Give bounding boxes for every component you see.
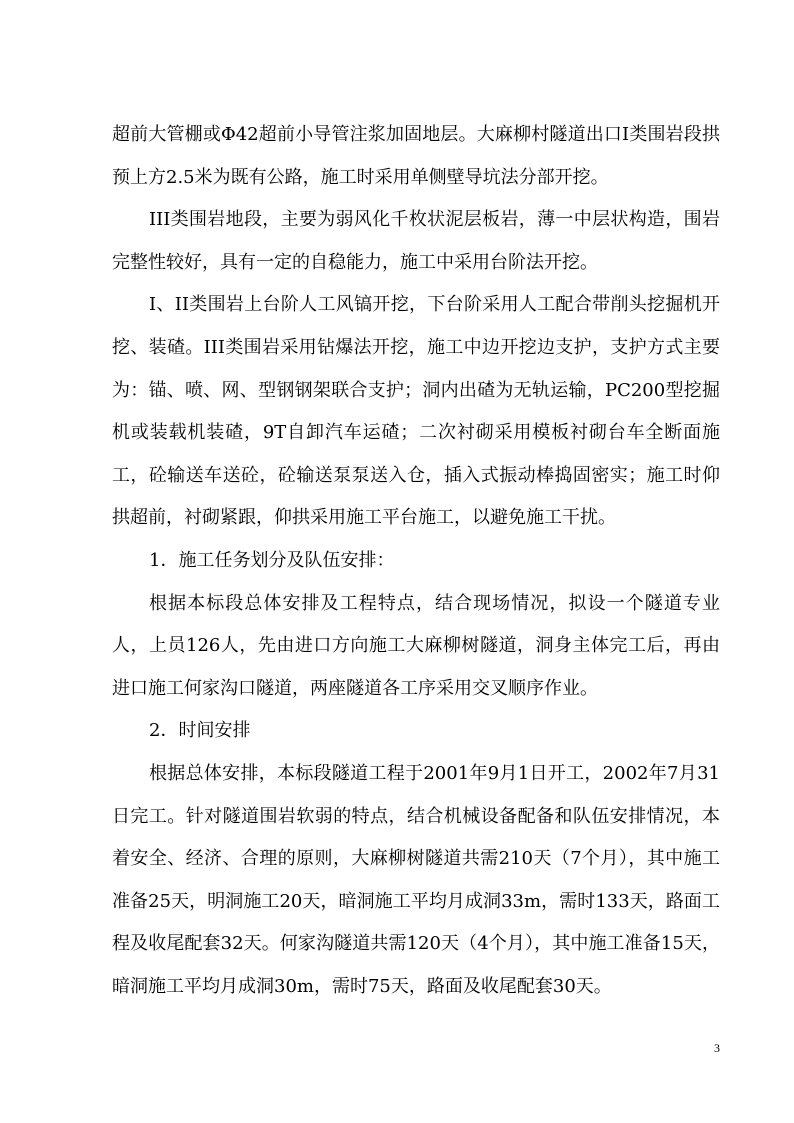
- paragraph-1: 超前大管棚或Φ42超前小导管注浆加固地层。大麻柳村隧道出口Ⅰ类围岩段拱预上方2.5米为既有公路，施工时采用单侧壁导坑法分部开挖。: [112, 124, 720, 188]
- document-body: [112, 114, 720, 1008]
- paragraph-5: 根据总体安排，本标段隧道工程于2001年9月1日开工，2002年7月31日完工。针对隧道围岩软弱的特点，结合机械设备配备和队伍安排情况，本着安全、经济、合理的原则，大麻柳树隧道共需210天（7个月），其中施工准备25天，明洞施工20天，暗洞施工平均月成洞33m，需时133天，路面工程及收尾配套32天。何家沟隧道共需120天（4个月），其中施工准备15天，暗洞施工平均月成洞30m，需时75天，路面及收尾配套30天。: [112, 762, 720, 997]
- section-heading-2: 2．时间安排: [149, 720, 251, 742]
- section-heading-1: 1．施工任务划分及队伍安排：: [149, 549, 395, 571]
- paragraph-3: I、II类围岩上台阶人工风镐开挖，下台阶采用人工配合带削头挖掘机开挖、装碴。III类围岩采用钻爆法开挖，施工中边开挖边支护，支护方式主要为：锚、喷、网、型钢钢架联合支护；洞内出碴为无轨运输，PC200型挖掘机或装载机装碴，9T自卸汽车运碴；二次衬砌采用模板衬砌台车全断面施工，砼输送车送砼，砼输送泵泵送入仓，插入式振动棒捣固密实；施工时仰拱超前，衬砌紧跟，仰拱采用施工平台施工，以避免施工干扰。: [112, 294, 720, 529]
- page-number: 3: [714, 1041, 720, 1055]
- paragraph-4: 根据本标段总体安排及工程特点，结合现场情况，拟设一个隧道专业人，上员126人，先由进口方向施工大麻柳树隧道，洞身主体完工后，再由进口施工何家沟口隧道，两座隧道各工序采用交叉顺序作业。: [112, 592, 720, 699]
- paragraph-2: III类围岩地段，主要为弱风化千枚状泥层板岩，薄一中层状构造，围岩完整性较好，具有一定的自稳能力，施工中采用台阶法开挖。: [112, 209, 720, 273]
